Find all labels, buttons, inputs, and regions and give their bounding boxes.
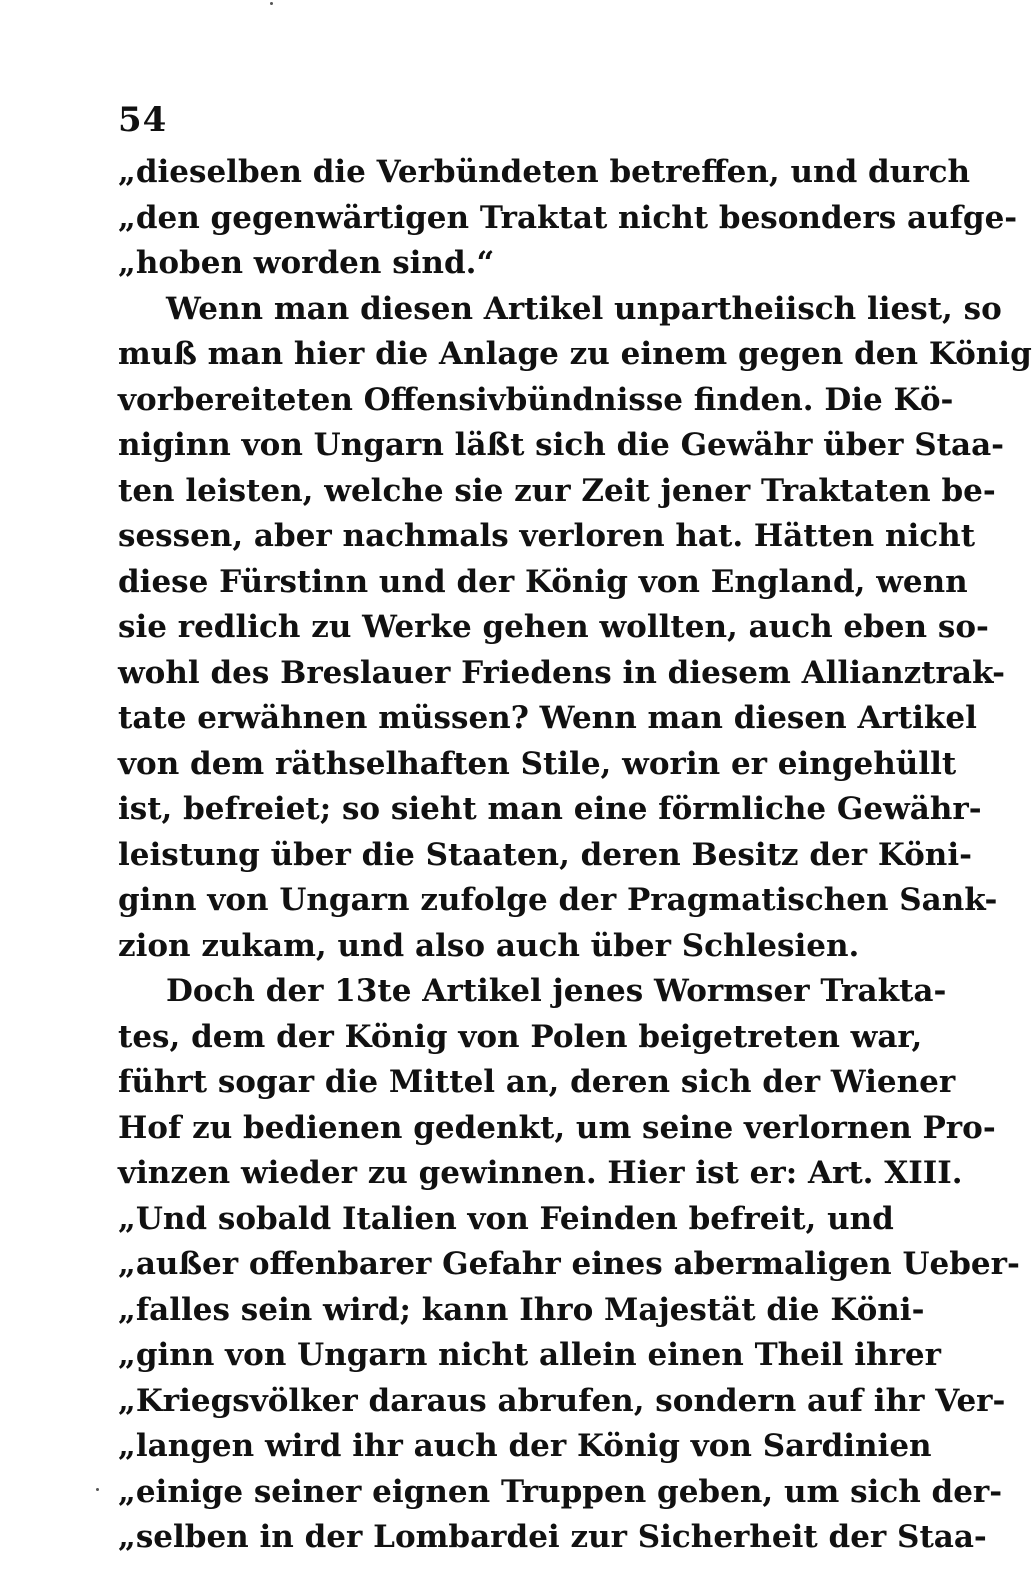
quoted-line: „ginn von Ungarn nicht allein einen Theil ihrer xyxy=(118,1337,941,1373)
text-line: von dem räthselhaften Stile, worin er eingehüllt xyxy=(118,745,957,782)
scan-speck xyxy=(270,2,273,5)
text-line: sessen, aber nachmals verloren hat. Hätten nicht xyxy=(118,518,976,554)
quoted-line: „außer offenbarer Gefahr eines abermaligen Ueber- xyxy=(118,1246,1020,1282)
text-line: Hof zu bedienen gedenkt, um seine verlornen Pro- xyxy=(118,1109,996,1146)
text-line: muß man hier die Anlage zu einem gegen den König xyxy=(118,336,1032,372)
text-line: ist, befreiet; so sieht man eine förmliche Gewähr- xyxy=(118,791,982,827)
text-line: „dieselben die Verbündeten betreffen, und durch xyxy=(118,154,971,190)
text-line: vorbereiteten Offensivbündnisse finden. Die Kö- xyxy=(118,381,954,418)
quoted-line: „langen wird ihr auch der König von Sardinien xyxy=(118,1428,932,1464)
text-line: „hoben worden sind.“ xyxy=(118,245,495,281)
text-line: diese Fürstinn und der König von England, wenn xyxy=(118,563,968,600)
text-line: tate erwähnen müssen? Wenn man diesen Artikel xyxy=(118,700,977,736)
text-line: niginn von Ungarn läßt sich die Gewähr über Staa- xyxy=(118,427,1005,463)
quoted-line: „Kriegsvölker daraus abrufen, sondern auf ihr Ver- xyxy=(118,1382,1006,1419)
quoted-line: „selben in der Lombardei zur Sicherheit der Staa- xyxy=(118,1519,987,1555)
text-line: wohl des Breslauer Friedens in diesem Allianztrak- xyxy=(118,654,1006,691)
text-line: zion zukam, und also auch über Schlesien. xyxy=(118,927,860,964)
text-line: führt sogar die Mittel an, deren sich der Wiener xyxy=(118,1064,956,1100)
text-line: tes, dem der König von Polen beigetreten war, xyxy=(118,1018,923,1055)
quoted-line: „Und sobald Italien von Feinden befreit, und xyxy=(118,1200,894,1237)
body-text xyxy=(118,150,1032,1561)
text-line: „den gegenwärtigen Traktat nicht besonders aufge- xyxy=(118,199,1018,236)
text-line: ginn von Ungarn zufolge der Pragmatischen Sank- xyxy=(118,882,998,918)
scan-speck xyxy=(96,1488,99,1491)
text-line: leistung über die Staaten, deren Besitz der Köni- xyxy=(118,836,972,873)
page-number: 54 xyxy=(118,100,168,140)
quoted-line: „einige seiner eignen Truppen geben, um sich der- xyxy=(118,1473,1003,1510)
paragraph-start-line: Wenn man diesen Artikel unpartheiisch liest, so xyxy=(166,290,1002,327)
quoted-line: „falles sein wird; kann Ihro Majestät die Köni- xyxy=(118,1291,925,1328)
text-line: sie redlich zu Werke gehen wollten, auch eben so- xyxy=(118,609,989,645)
text-line: ten leisten, welche sie zur Zeit jener Traktaten be- xyxy=(118,472,996,509)
text-line: vinzen wieder zu gewinnen. Hier ist er: Art. XIII. xyxy=(118,1155,963,1191)
paragraph-start-line: Doch der 13te Artikel jenes Wormser Trakta- xyxy=(166,973,947,1009)
